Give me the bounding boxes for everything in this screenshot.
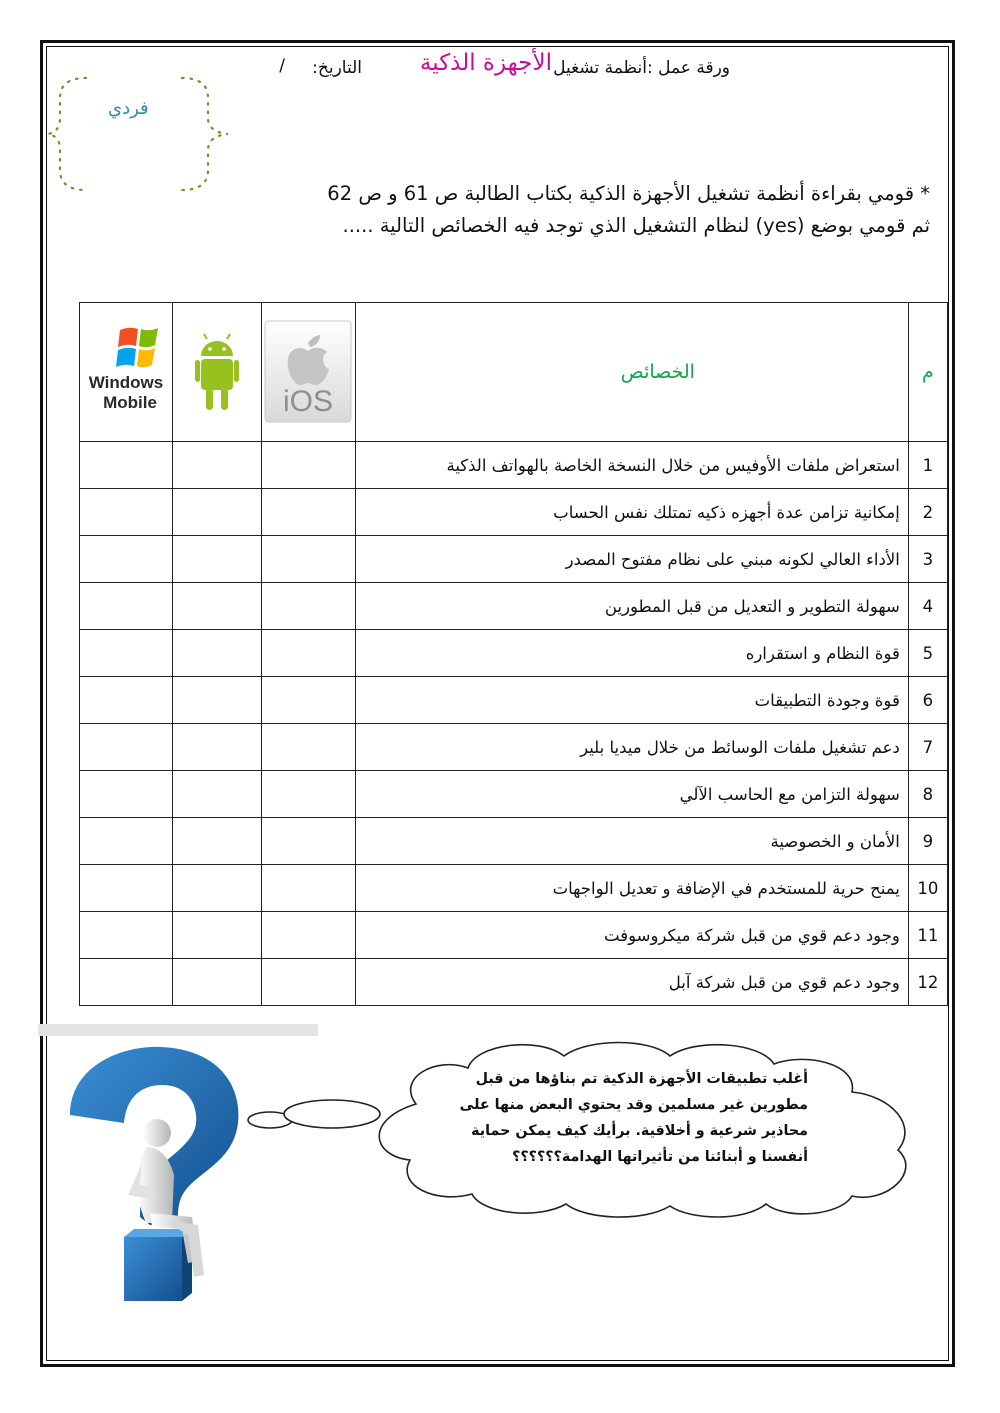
worksheet-label: ورقة عمل :أنظمة تشغيل bbox=[553, 58, 730, 78]
row-property: إمكانية تزامن عدة أجهزه ذكيه تمتلك نفس الحساب bbox=[355, 489, 908, 536]
row-num: 2 bbox=[908, 489, 947, 536]
row-num: 8 bbox=[908, 771, 947, 818]
answer-cell-windows[interactable] bbox=[80, 865, 173, 912]
table-row bbox=[80, 536, 948, 583]
properties-table bbox=[79, 302, 948, 1006]
windows-flag-icon bbox=[116, 328, 158, 368]
ios-text: iOS bbox=[283, 385, 334, 418]
dotted-brace-badge-icon bbox=[48, 74, 233, 194]
answer-cell-windows[interactable] bbox=[80, 630, 173, 677]
answer-cell-android[interactable] bbox=[172, 442, 261, 489]
thinking-figure-question-mark-icon bbox=[42, 1045, 274, 1307]
table-row bbox=[80, 865, 948, 912]
windows-line1: Windows bbox=[88, 373, 164, 392]
header-ios bbox=[262, 303, 356, 442]
answer-cell-ios[interactable] bbox=[262, 912, 356, 959]
table-row bbox=[80, 442, 948, 489]
answer-cell-android[interactable] bbox=[172, 818, 261, 865]
table-row bbox=[80, 912, 948, 959]
android-icon bbox=[195, 332, 239, 412]
answer-cell-android[interactable] bbox=[172, 536, 261, 583]
table-row bbox=[80, 724, 948, 771]
thought-line-2: مطورين غير مسلمين وقد يحتوي البعض منها على bbox=[459, 1097, 808, 1113]
row-property: سهولة التزامن مع الحاسب الآلي bbox=[355, 771, 908, 818]
answer-cell-windows[interactable] bbox=[80, 959, 173, 1006]
row-num: 5 bbox=[908, 630, 947, 677]
answer-cell-ios[interactable] bbox=[262, 630, 356, 677]
row-num: 4 bbox=[908, 583, 947, 630]
header-android bbox=[172, 303, 261, 442]
answer-cell-windows[interactable] bbox=[80, 489, 173, 536]
answer-cell-windows[interactable] bbox=[80, 677, 173, 724]
ios-logo-icon bbox=[262, 319, 354, 425]
table-header-row bbox=[80, 303, 948, 442]
instructions bbox=[270, 178, 930, 242]
answer-cell-windows[interactable] bbox=[80, 771, 173, 818]
thought-line-4: أنفسنا و أبنائنا من تأثيراتها الهدامة؟؟؟؟؟؟ bbox=[512, 1149, 808, 1165]
answer-cell-android[interactable] bbox=[172, 912, 261, 959]
row-property: قوة وجودة التطبيقات bbox=[355, 677, 908, 724]
answer-cell-ios[interactable] bbox=[262, 959, 356, 1006]
header-num: م bbox=[908, 303, 947, 442]
row-num: 12 bbox=[908, 959, 947, 1006]
answer-cell-android[interactable] bbox=[172, 489, 261, 536]
row-num: 10 bbox=[908, 865, 947, 912]
row-property: دعم تشغيل ملفات الوسائط من خلال ميديا بلير bbox=[355, 724, 908, 771]
row-property: سهولة التطوير و التعديل من قبل المطورين bbox=[355, 583, 908, 630]
answer-cell-ios[interactable] bbox=[262, 771, 356, 818]
row-property: استعراض ملفات الأوفيس من خلال النسخة الخاصة بالهواتف الذكية bbox=[355, 442, 908, 489]
row-num: 6 bbox=[908, 677, 947, 724]
row-property: يمنح حرية للمستخدم في الإضافة و تعديل الواجهات bbox=[355, 865, 908, 912]
answer-cell-ios[interactable] bbox=[262, 724, 356, 771]
header-windows-mobile bbox=[80, 303, 173, 442]
answer-cell-ios[interactable] bbox=[262, 865, 356, 912]
answer-cell-ios[interactable] bbox=[262, 536, 356, 583]
row-property: الأداء العالي لكونه مبني على نظام مفتوح المصدر bbox=[355, 536, 908, 583]
instruction-line-1: * قومي بقراءة أنظمة تشغيل الأجهزة الذكية بكتاب الطالبة ص 61 و ص 62 bbox=[327, 182, 930, 205]
answer-cell-windows[interactable] bbox=[80, 442, 173, 489]
row-num: 7 bbox=[908, 724, 947, 771]
answer-cell-windows[interactable] bbox=[80, 583, 173, 630]
row-property: قوة النظام و استقراره bbox=[355, 630, 908, 677]
row-num: 9 bbox=[908, 818, 947, 865]
row-property: وجود دعم قوي من قبل شركة ميكروسوفت bbox=[355, 912, 908, 959]
decorative-strip bbox=[38, 1024, 318, 1036]
answer-cell-android[interactable] bbox=[172, 583, 261, 630]
thought-line-1: أغلب تطبيقات الأجهزة الذكية تم بناؤها من قبل bbox=[475, 1071, 808, 1087]
instruction-line-2: ثم قومي بوضع (yes) لنظام التشغيل الذي توجد فيه الخصائص التالية ..... bbox=[342, 214, 930, 237]
answer-cell-windows[interactable] bbox=[80, 912, 173, 959]
answer-cell-ios[interactable] bbox=[262, 583, 356, 630]
header-property: الخصائص bbox=[355, 303, 908, 442]
badge-label: فردي bbox=[108, 98, 149, 119]
worksheet-title: الأجهزة الذكية bbox=[419, 50, 552, 76]
answer-cell-android[interactable] bbox=[172, 630, 261, 677]
thought-line-3: محاذير شرعية و أخلاقية. برأيك كيف يمكن حماية bbox=[471, 1123, 808, 1139]
table-row bbox=[80, 583, 948, 630]
row-num: 3 bbox=[908, 536, 947, 583]
answer-cell-ios[interactable] bbox=[262, 442, 356, 489]
table-row bbox=[80, 630, 948, 677]
answer-cell-windows[interactable] bbox=[80, 818, 173, 865]
answer-cell-android[interactable] bbox=[172, 677, 261, 724]
worksheet-header bbox=[260, 50, 730, 86]
table-row bbox=[80, 677, 948, 724]
answer-cell-android[interactable] bbox=[172, 724, 261, 771]
thought-bubble-text bbox=[452, 1066, 808, 1170]
answer-cell-ios[interactable] bbox=[262, 489, 356, 536]
row-property: وجود دعم قوي من قبل شركة آبل bbox=[355, 959, 908, 1006]
date-field[interactable]: / bbox=[279, 56, 285, 76]
answer-cell-windows[interactable] bbox=[80, 724, 173, 771]
answer-cell-android[interactable] bbox=[172, 959, 261, 1006]
answer-cell-android[interactable] bbox=[172, 771, 261, 818]
windows-line2: Mobile bbox=[102, 393, 157, 412]
date-label: التاريخ: bbox=[312, 58, 362, 78]
table-row bbox=[80, 818, 948, 865]
table-row bbox=[80, 771, 948, 818]
answer-cell-ios[interactable] bbox=[262, 818, 356, 865]
answer-cell-windows[interactable] bbox=[80, 536, 173, 583]
row-num: 11 bbox=[908, 912, 947, 959]
row-property: الأمان و الخصوصية bbox=[355, 818, 908, 865]
table-row bbox=[80, 959, 948, 1006]
answer-cell-ios[interactable] bbox=[262, 677, 356, 724]
windows-mobile-logo-icon bbox=[86, 324, 166, 420]
table-row bbox=[80, 489, 948, 536]
row-num: 1 bbox=[908, 442, 947, 489]
answer-cell-android[interactable] bbox=[172, 865, 261, 912]
